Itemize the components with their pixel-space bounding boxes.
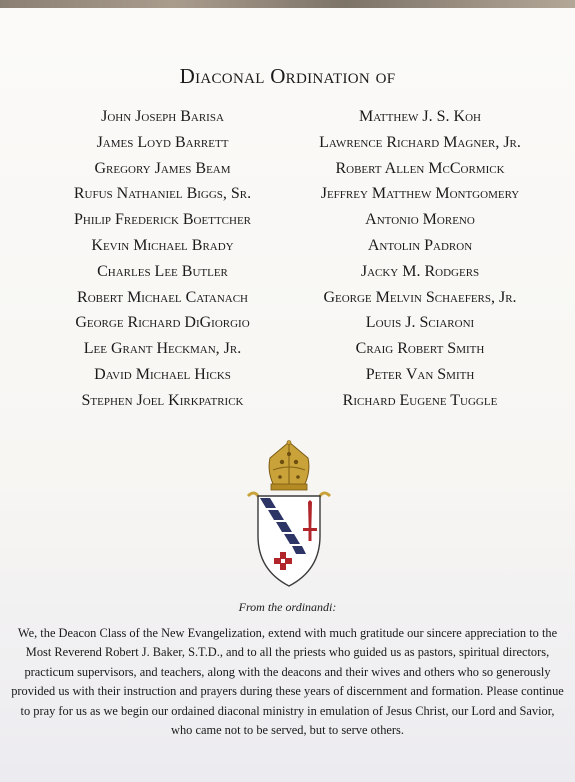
ordinand-name: Robert Michael Catanach xyxy=(77,288,248,306)
ordinand-name: Jeffrey Matthew Montgomery xyxy=(320,185,520,203)
from-ordinandi-caption: From the ordinandi: xyxy=(238,600,337,614)
ordinand-name: James Loyd Barrett xyxy=(96,133,229,151)
gratitude-message: We, the Deacon Class of the New Evangelization, extend with much gratitude our sincere appreciation to the Most Reverend Robert J. Baker, S.T.D., and to all the priests who guided us as pastors, spiritual directors, practicum supervisors, and teachers, along with the deacons and their wives and others who so generously provided us with their instruction and prayers during these years of discernment and formation. Please continue to pray for us as we begin our ordained diaconal ministry in emulation of Jesus Christ, our Lord and Savior, who came not to be served, but to serve others. xyxy=(11,626,564,738)
ordinand-name: Stephen Joel Kirkpatrick xyxy=(81,391,244,409)
ordinand-name: Craig Robert Smith xyxy=(355,340,485,358)
ordinand-name: Louis J. Sciaroni xyxy=(365,314,475,332)
ordinand-name: Charles Lee Butler xyxy=(97,262,228,280)
page-title: Diaconal Ordination of xyxy=(179,64,396,88)
ordinand-name: John Joseph Barisa xyxy=(101,108,224,125)
ordinand-name: Philip Frederick Boettcher xyxy=(73,211,251,229)
ordinand-name: George Melvin Schaefers, Jr. xyxy=(323,288,517,306)
ordinand-name: Peter Van Smith xyxy=(365,365,475,383)
ordinand-name: George Richard DiGiorgio xyxy=(75,314,250,332)
ordinand-name: Jacky M. Rodgers xyxy=(360,262,480,280)
diocesan-coat-of-arms-icon xyxy=(240,440,338,588)
ordinand-name: Lawrence Richard Magner, Jr. xyxy=(319,133,521,151)
ordinand-name: Rufus Nathaniel Biggs, Sr. xyxy=(73,185,252,203)
shield-icon xyxy=(258,496,320,586)
ordinand-name: David Michael Hicks xyxy=(94,365,231,383)
ordinand-name: Antonio Moreno xyxy=(365,211,475,229)
mitre-icon xyxy=(269,441,309,491)
names-column-left xyxy=(30,104,295,414)
program-page xyxy=(0,8,575,782)
ordinand-name: Kevin Michael Brady xyxy=(91,236,234,254)
names-column-right xyxy=(286,104,554,414)
ordinand-name: Matthew J. S. Koh xyxy=(358,108,481,125)
ordinand-name: Robert Allen McCormick xyxy=(335,159,505,177)
ordinand-name: Richard Eugene Tuggle xyxy=(342,391,498,409)
ordinand-name: Gregory James Beam xyxy=(94,159,231,177)
ordinand-name: Antolin Padron xyxy=(367,236,473,254)
ordinand-name: Lee Grant Heckman, Jr. xyxy=(83,340,242,358)
